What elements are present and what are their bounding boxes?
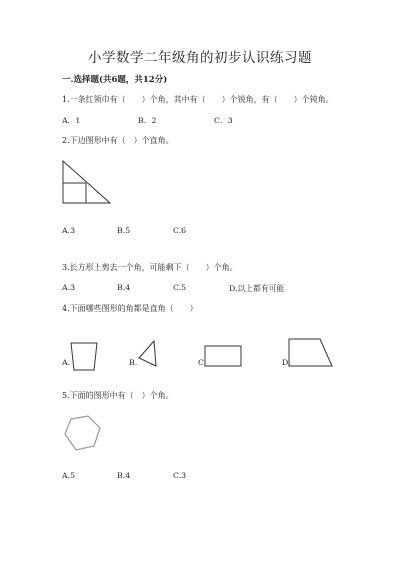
question-5-text: 5.下面的图形中有（ ）个角。: [62, 391, 174, 400]
q3-option-b[interactable]: B.4: [117, 283, 131, 292]
q5-option-c[interactable]: C.3: [173, 471, 187, 480]
question-3-text: 3.长方形上剪去一个角，可能剩下（ ）个角。: [62, 263, 238, 272]
q4-option-c[interactable]: C.: [198, 358, 207, 367]
q2-option-c[interactable]: C.6: [173, 226, 187, 235]
q1-option-b[interactable]: B．2: [138, 116, 157, 125]
q4-option-b[interactable]: B.: [129, 358, 138, 367]
trapezoid-figure: [70, 342, 102, 372]
q1-option-a[interactable]: A．1: [62, 116, 81, 125]
q1-option-c[interactable]: C．3: [214, 116, 233, 125]
q2-option-a[interactable]: A.3: [62, 226, 76, 235]
parallelogram-figure: [288, 338, 334, 368]
question-1-text: 1.一条红领巾有（ ）个角，其中有（ ）个锐角，有（ ）个钝角。: [62, 95, 334, 104]
q4-option-a[interactable]: A.: [62, 358, 71, 367]
q3-option-d[interactable]: D.以上都有可能: [229, 284, 285, 293]
q5-option-a[interactable]: A.5: [62, 471, 76, 480]
triangle-figure: [136, 340, 160, 368]
page-title: 小学数学二年级角的初步认识练习题: [88, 50, 312, 66]
question-2-text: 2.下边图形中有（ ）个直角。: [62, 136, 174, 145]
rectangle-figure: [204, 345, 242, 367]
section-header: 一.选择题(共6题，共12分): [62, 75, 168, 85]
question-4-text: 4.下面哪些图形的角都是直角（ ）: [62, 304, 198, 313]
hexagon-figure: [62, 414, 104, 454]
q3-option-a[interactable]: A.3: [62, 283, 76, 292]
q4-option-d[interactable]: D.: [282, 358, 291, 367]
right-triangle-figure: [62, 160, 112, 205]
q5-option-b[interactable]: B.4: [117, 471, 131, 480]
q3-option-c[interactable]: C.5: [173, 283, 187, 292]
q2-option-b[interactable]: B.5: [117, 226, 131, 235]
